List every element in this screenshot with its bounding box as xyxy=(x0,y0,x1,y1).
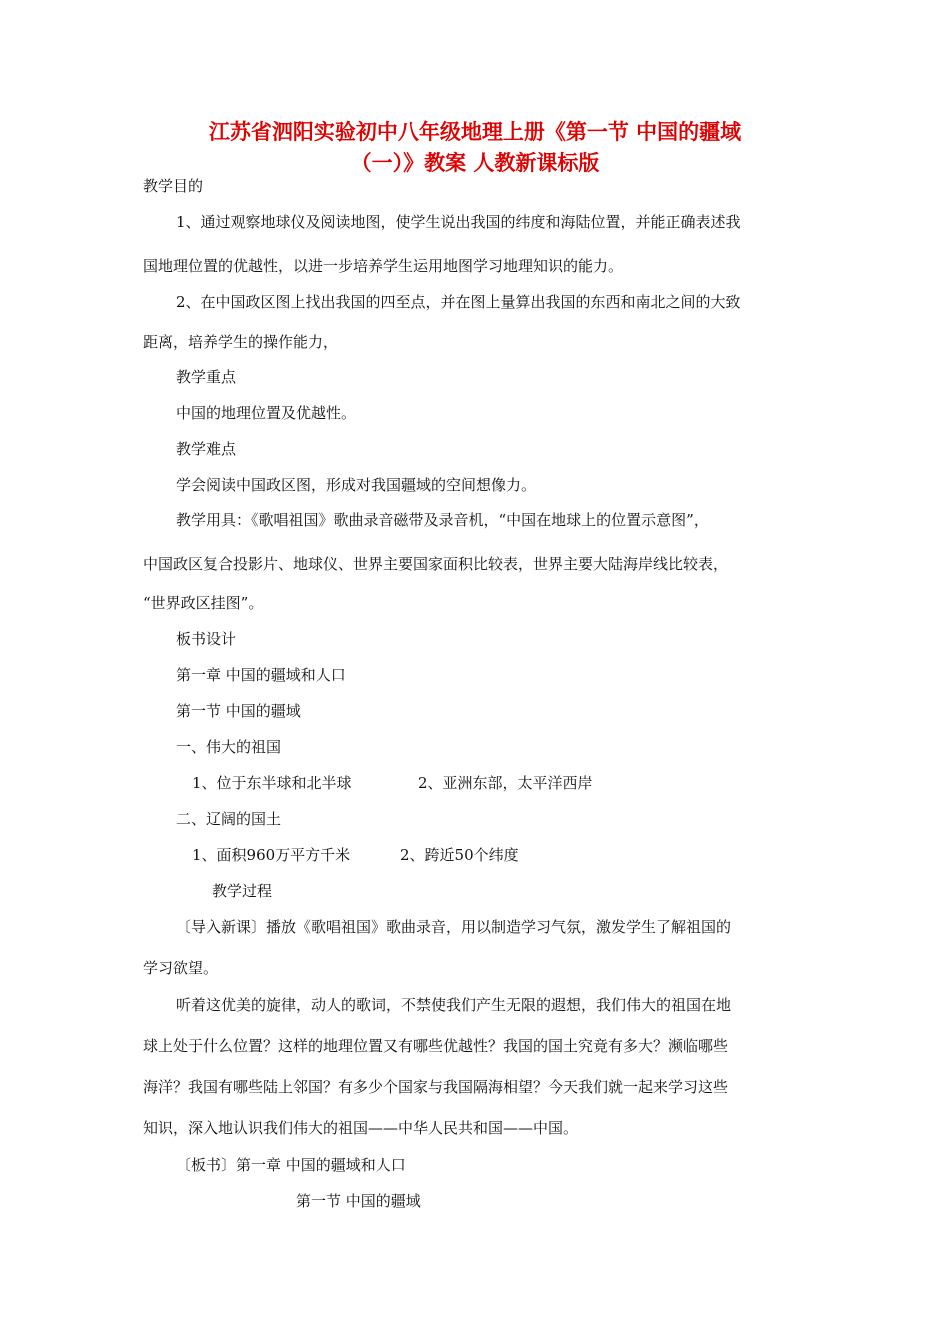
objective-2-line-1: 2、在中国政区图上找出我国的四至点，并在图上量算出我国的东西和南北之间的大致 xyxy=(176,293,741,311)
difficulty-text: 学会阅读中国政区图，形成对我国疆域的空间想像力。 xyxy=(176,476,537,494)
key-point-heading: 教学重点 xyxy=(176,368,237,386)
difficulty-heading: 教学难点 xyxy=(176,440,237,458)
board-point-1-item-2: 2、亚洲东部，太平洋西岸 xyxy=(418,774,593,792)
intro-line-2: 学习欲望。 xyxy=(143,959,219,977)
paragraph-line-1: 听着这优美的旋律，动人的歌词，不禁使我们产生无限的遐想，我们伟大的祖国在地 xyxy=(176,996,732,1014)
paragraph-line-3: 海洋？我国有哪些陆上邻国？有多少个国家与我国隔海相望？今天我们就一起来学习这些 xyxy=(143,1078,729,1096)
board-section: 第一节 中国的疆域 xyxy=(176,702,301,720)
board-section-repeat: 第一节 中国的疆域 xyxy=(296,1192,421,1210)
board-point-2-item-1: 1、面积960万平方千米 xyxy=(192,846,351,864)
process-heading: 教学过程 xyxy=(212,882,273,900)
board-design-heading: 板书设计 xyxy=(176,630,237,648)
objective-1-line-1: 1、通过观察地球仪及阅读地图，使学生说出我国的纬度和海陆位置，并能正确表述我 xyxy=(176,213,741,231)
key-point-text: 中国的地理位置及优越性。 xyxy=(176,404,357,422)
board-chapter-repeat: 〔板书〕第一章 中国的疆域和人口 xyxy=(176,1156,406,1174)
intro-line-1: 〔导入新课〕播放《歌唱祖国》歌曲录音，用以制造学习气氛，激发学生了解祖国的 xyxy=(176,918,732,936)
board-chapter: 第一章 中国的疆域和人口 xyxy=(176,666,346,684)
board-point-2-item-2: 2、跨近50个纬度 xyxy=(400,846,519,864)
teaching-tools-line-2: 中国政区复合投影片、地球仪、世界主要国家面积比较表，世界主要大陆海岸线比较表， xyxy=(143,555,729,573)
paragraph-line-4: 知识，深入地认识我们伟大的祖国——中华人民共和国——中国。 xyxy=(143,1119,579,1137)
objectives-heading: 教学目的 xyxy=(143,177,204,195)
document-title-line-1: 江苏省泗阳实验初中八年级地理上册《第一节 中国的疆域 xyxy=(208,119,742,144)
board-point-1: 一、伟大的祖国 xyxy=(176,738,282,756)
objective-2-line-2: 距离，培养学生的操作能力， xyxy=(143,333,339,351)
teaching-tools-line-3: “世界政区挂图”。 xyxy=(143,594,264,612)
document-title-line-2: （一）》教案 人教新课标版 xyxy=(350,150,600,175)
teaching-tools-line-1: 教学用具：《歌唱祖国》歌曲录音磁带及录音机，“中国在地球上的位置示意图”， xyxy=(176,511,709,529)
objective-1-line-2: 国地理位置的优越性，以进一步培养学生运用地图学习地理知识的能力。 xyxy=(143,257,624,275)
board-point-2: 二、辽阔的国土 xyxy=(176,810,282,828)
board-point-1-item-1: 1、位于东半球和北半球 xyxy=(192,774,352,792)
paragraph-line-2: 球上处于什么位置？这样的地理位置又有哪些优越性？我国的国土究竟有多大？濒临哪些 xyxy=(143,1037,729,1055)
